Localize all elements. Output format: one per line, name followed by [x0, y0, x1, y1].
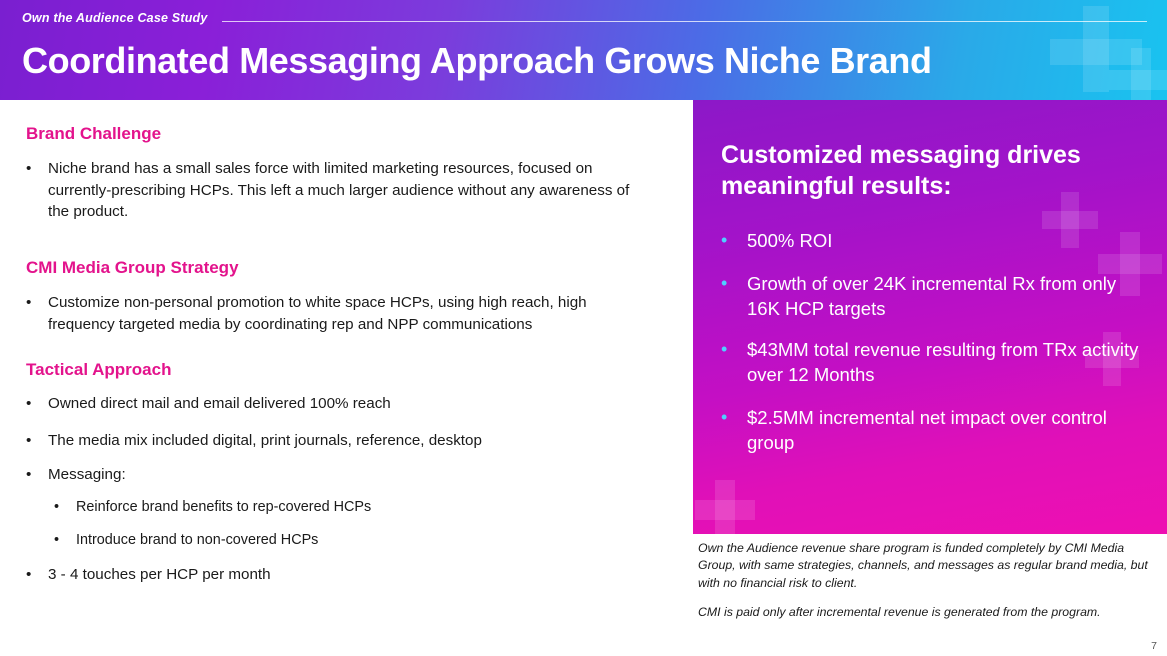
page-title: Coordinated Messaging Approach Grows Niche Brand — [22, 40, 932, 81]
bullet-marker: • — [54, 532, 60, 548]
bullet-marker: • — [26, 466, 32, 483]
results-highlight-panel — [693, 100, 1167, 534]
list-item-text: The media mix included digital, print journals, reference, desktop — [48, 432, 482, 449]
bullet-marker: • — [26, 395, 32, 412]
list-item-sub — [54, 497, 654, 517]
panel-title: Customized messaging drives meaningful results: — [721, 141, 1081, 201]
result-item — [721, 337, 1141, 387]
result-item — [721, 271, 1141, 321]
slide-header — [0, 0, 1167, 100]
plus-decoration-icon — [1109, 70, 1167, 90]
bullet-marker: • — [26, 432, 32, 449]
footnotes-block — [698, 540, 1160, 634]
bullet-marker: • — [54, 499, 60, 515]
section-heading-brand-challenge: Brand Challenge — [26, 124, 162, 143]
footnote-text: CMI is paid only after incremental revenue is generated from the program. — [698, 605, 1101, 620]
list-item — [26, 292, 651, 335]
list-item-text: Introduce brand to non-covered HCPs — [76, 532, 319, 548]
list-item — [26, 464, 651, 486]
result-item — [721, 228, 1141, 253]
header-divider — [222, 21, 1147, 22]
list-item-text: 3 - 4 touches per HCP per month — [48, 566, 271, 583]
section-heading-strategy: CMI Media Group Strategy — [26, 258, 239, 277]
result-item-text: $2.5MM incremental net impact over control group — [747, 407, 1107, 454]
list-item — [26, 564, 651, 586]
left-content-column — [0, 100, 693, 656]
plus-decoration-icon — [1050, 39, 1142, 65]
page-number: 7 — [1151, 640, 1157, 652]
footnote-text: Own the Audience revenue share program is funded completely by CMI Media Group, with same strategies, channels, and messages as regular brand media, but with no financial risk to client. — [698, 541, 1148, 590]
list-item-text: Messaging: — [48, 466, 126, 483]
list-item — [26, 158, 651, 223]
bullet-marker: • — [721, 339, 728, 359]
result-item-text: $43MM total revenue resulting from TRx activity over 12 Months — [747, 339, 1139, 386]
list-item-text: Owned direct mail and email delivered 100% reach — [48, 395, 391, 412]
result-item-text: Growth of over 24K incremental Rx from only 16K HCP targets — [747, 273, 1117, 320]
section-heading-tactical-approach: Tactical Approach — [26, 360, 172, 379]
list-item — [26, 393, 651, 415]
list-item-text: Reinforce brand benefits to rep-covered HCPs — [76, 499, 372, 515]
bullet-marker: • — [26, 160, 32, 177]
list-item-text: Customize non-personal promotion to white space HCPs, using high reach, high frequency targeted media by coordinating rep and NPP communications — [48, 294, 587, 333]
bullet-marker: • — [721, 273, 728, 293]
bullet-marker: • — [721, 230, 728, 250]
bullet-marker: • — [721, 407, 728, 427]
bullet-marker: • — [26, 566, 32, 583]
plus-decoration-icon — [1042, 211, 1098, 229]
list-item — [26, 430, 651, 452]
list-item-sub — [54, 530, 654, 550]
eyebrow-label: Own the Audience Case Study — [22, 11, 208, 25]
plus-decoration-icon — [695, 500, 755, 520]
result-item-text: 500% ROI — [747, 230, 833, 251]
result-item — [721, 405, 1141, 455]
list-item-text: Niche brand has a small sales force with limited marketing resources, focused on currently-prescribing HCPs. This left a much larger audience without any awareness of the product. — [48, 160, 630, 221]
bullet-marker: • — [26, 294, 32, 311]
